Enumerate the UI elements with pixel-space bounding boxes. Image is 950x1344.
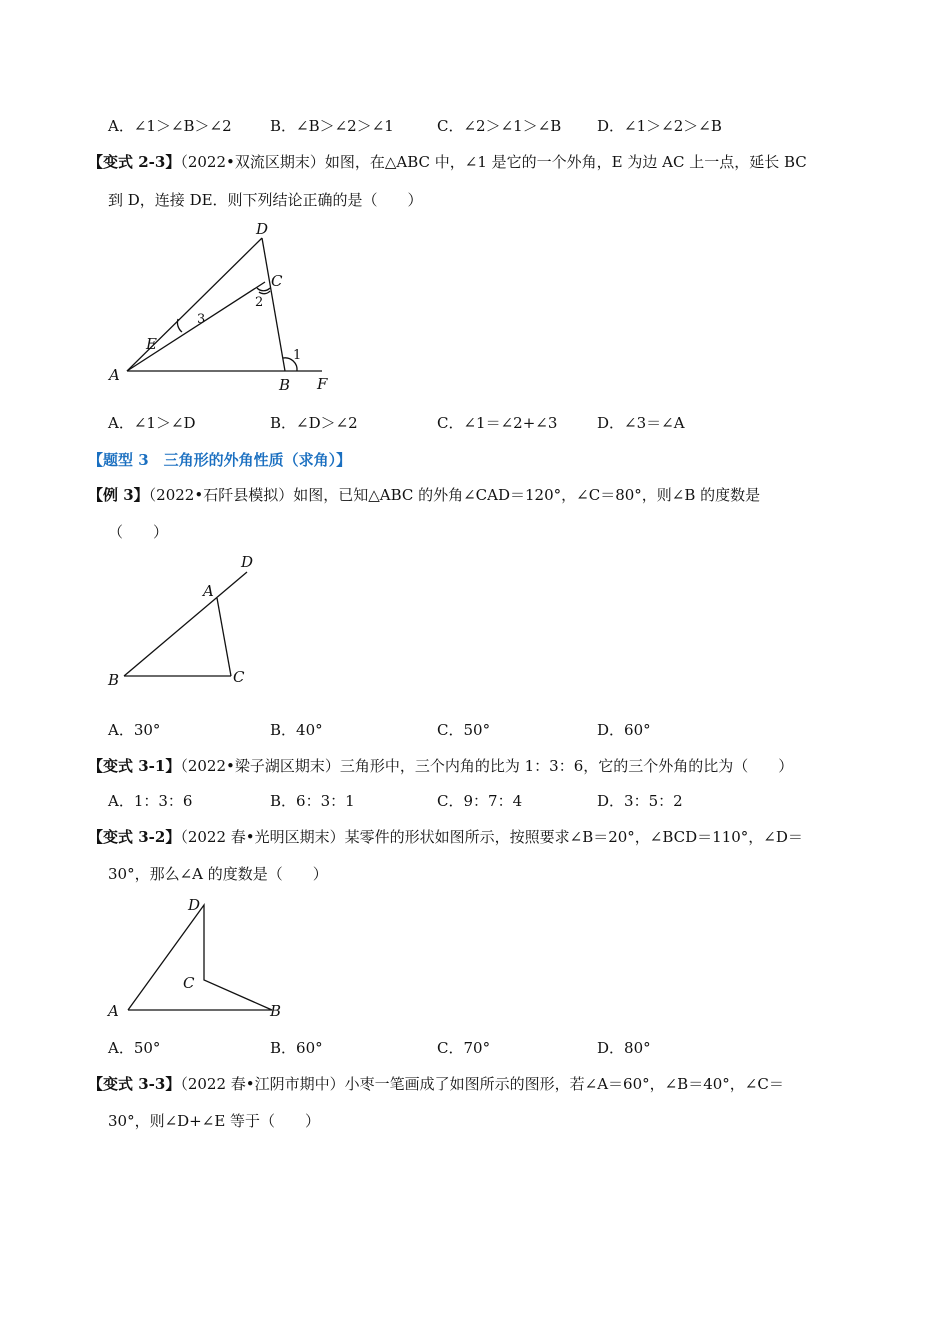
v23-label-2: 2 bbox=[255, 295, 264, 310]
v31-tag: 【变式 3-1】 bbox=[88, 757, 181, 775]
top-option-b: B．∠B＞∠2＞∠1 bbox=[270, 117, 394, 135]
v23-figure bbox=[100, 215, 340, 395]
v33-question-line2: 30°，则∠D+∠E 等于（ ） bbox=[108, 1112, 321, 1130]
v23-angle2-arc-inner bbox=[259, 291, 270, 294]
v31-text-1: （2022•梁子湖区期末）三角形中，三个内角的比为 1：3：6，它的三个外角的比为（ ） bbox=[180, 757, 794, 775]
v23-label-e: E bbox=[146, 335, 157, 353]
v23-angle2-arc bbox=[257, 288, 270, 291]
v32-tag: 【变式 3-2】 bbox=[88, 828, 181, 846]
v32-question-line1 bbox=[88, 826, 803, 848]
v23-label-a: A bbox=[109, 366, 120, 384]
v31-option-d: D．3：5：2 bbox=[597, 792, 683, 810]
v23-label-3: 3 bbox=[197, 312, 206, 327]
v23-option-b: B．∠D＞∠2 bbox=[270, 414, 358, 432]
ex3-option-d: D．60° bbox=[597, 721, 651, 739]
v23-tag: 【变式 2-3】 bbox=[88, 153, 181, 171]
v23-label-f: F bbox=[317, 375, 328, 393]
v31-option-a: A．1：3：6 bbox=[108, 792, 193, 810]
v23-option-d: D．∠3＝∠A bbox=[597, 414, 685, 432]
v23-angle3-arc bbox=[177, 319, 182, 332]
v32-figure bbox=[100, 893, 300, 1028]
ex3-label-c: C bbox=[233, 668, 245, 686]
ex3-option-a: A．30° bbox=[108, 721, 161, 739]
v23-option-a: A．∠1＞∠D bbox=[108, 414, 196, 432]
ex3-option-c: C．50° bbox=[437, 721, 491, 739]
v33-tag: 【变式 3-3】 bbox=[88, 1075, 181, 1093]
v23-question-line1 bbox=[88, 151, 807, 173]
top-option-c: C．∠2＞∠1＞∠B bbox=[437, 117, 562, 135]
v32-label-c: C bbox=[183, 974, 195, 992]
v23-label-1: 1 bbox=[293, 348, 302, 363]
v23-label-d: D bbox=[256, 220, 269, 238]
v23-label-c: C bbox=[271, 272, 283, 290]
v31-question-line1 bbox=[88, 755, 793, 777]
ex3-figure bbox=[100, 550, 280, 695]
top-option-a: A．∠1＞∠B＞∠2 bbox=[108, 117, 232, 135]
ex3-question-line1 bbox=[88, 484, 760, 506]
v32-option-b: B．60° bbox=[270, 1039, 323, 1057]
ex3-label-b: B bbox=[108, 671, 120, 689]
v32-label-b: B bbox=[270, 1002, 282, 1020]
v23-label-b: B bbox=[279, 376, 291, 394]
v23-seg-ac bbox=[127, 282, 265, 371]
top-option-d: D．∠1＞∠2＞∠B bbox=[597, 117, 722, 135]
v31-option-c: C．9：7：4 bbox=[437, 792, 523, 810]
ex3-question-line2: （ ） bbox=[108, 523, 169, 541]
ex3-tag: 【例 3】 bbox=[88, 486, 149, 504]
v32-label-d: D bbox=[188, 896, 201, 914]
v32-option-a: A．50° bbox=[108, 1039, 161, 1057]
v32-question-line2: 30°，那么∠A 的度数是（ ） bbox=[108, 865, 328, 883]
v23-seg-db bbox=[262, 238, 285, 371]
v23-option-c: C．∠1＝∠2+∠3 bbox=[437, 414, 558, 432]
ex3-label-a: A bbox=[203, 582, 214, 600]
v23-text-1: （2022•双流区期末）如图，在△ABC 中，∠1 是它的一个外角，E 为边 AC 上一点，延长 BC bbox=[180, 153, 807, 171]
v32-option-c: C．70° bbox=[437, 1039, 491, 1057]
ex3-label-d: D bbox=[241, 553, 254, 571]
v31-option-b: B．6：3：1 bbox=[270, 792, 355, 810]
ex3-text-1: （2022•石阡县模拟）如图，已知△ABC 的外角∠CAD＝120°，∠C＝80°，则∠B 的度数是 bbox=[148, 486, 761, 504]
v32-text-1: （2022 春•光明区期末）某零件的形状如图所示，按照要求∠B＝20°，∠BCD＝110°，∠D＝ bbox=[180, 828, 803, 846]
type3-heading: 【题型 3 三角形的外角性质（求角）】 bbox=[88, 451, 352, 469]
v23-question-line2: 到 D，连接 DE．则下列结论正确的是（ ） bbox=[108, 191, 423, 209]
v32-outline bbox=[128, 905, 272, 1010]
ex3-seg-ac bbox=[217, 598, 231, 676]
ex3-option-b: B．40° bbox=[270, 721, 323, 739]
v33-text-1: （2022 春•江阴市期中）小枣一笔画成了如图所示的图形，若∠A＝60°，∠B＝40°，∠C＝ bbox=[180, 1075, 784, 1093]
v32-label-a: A bbox=[108, 1002, 119, 1020]
v32-option-d: D．80° bbox=[597, 1039, 651, 1057]
v33-question-line1 bbox=[88, 1073, 784, 1095]
